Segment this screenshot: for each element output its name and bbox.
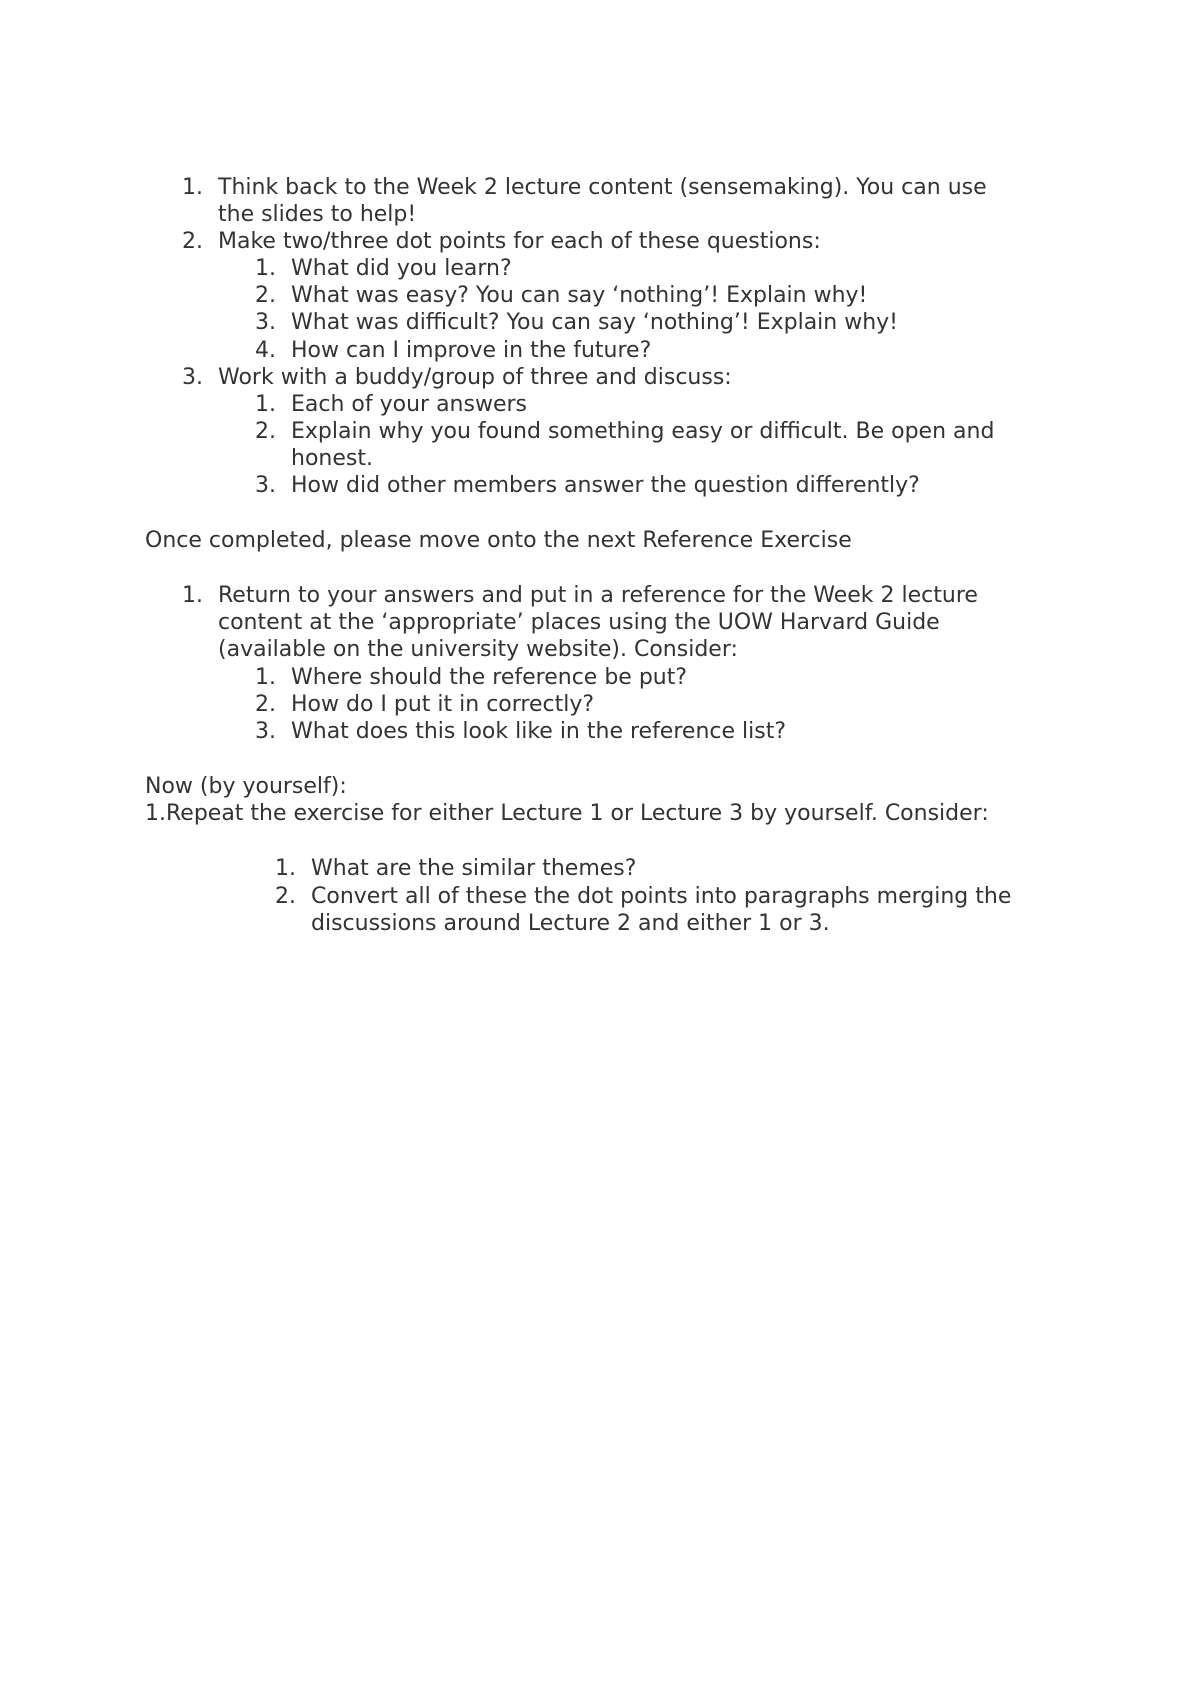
repeat-instruction: 1.Repeat the exercise for either Lecture 1 or Lecture 3 by yourself. Consider: xyxy=(145,801,989,826)
list-number: 2. xyxy=(275,884,296,909)
list-text: Work with a buddy/group of three and discuss: xyxy=(218,365,732,390)
sublist-number: 3. xyxy=(255,719,276,744)
list-text: the slides to help! xyxy=(218,202,417,227)
sublist-number: 2. xyxy=(255,692,276,717)
sublist-text: What was easy? You can say ‘nothing’! Explain why! xyxy=(291,283,868,308)
sublist-text: Explain why you found something easy or difficult. Be open and xyxy=(291,419,995,444)
list-text: Return to your answers and put in a reference for the Week 2 lecture xyxy=(218,583,978,608)
sublist-text: How do I put it in correctly? xyxy=(291,692,595,717)
list-number: 2. xyxy=(182,229,203,254)
sublist-text: What did you learn? xyxy=(291,256,512,281)
sublist-number: 2. xyxy=(255,419,276,444)
list-text: Think back to the Week 2 lecture content (sensemaking). You can use xyxy=(218,175,987,200)
section-heading: Now (by yourself): xyxy=(145,774,347,799)
transition-paragraph: Once completed, please move onto the next Reference Exercise xyxy=(145,528,852,553)
sublist-text: How can I improve in the future? xyxy=(291,338,652,363)
sublist-text: Each of your answers xyxy=(291,392,527,417)
list-number: 1. xyxy=(182,175,203,200)
list-text: discussions around Lecture 2 and either 1 or 3. xyxy=(311,911,830,936)
list-number: 1. xyxy=(182,583,203,608)
sublist-text: How did other members answer the question differently? xyxy=(291,473,920,498)
sublist-text: What does this look like in the reference list? xyxy=(291,719,786,744)
sublist-text: honest. xyxy=(291,446,373,471)
sublist-text: Where should the reference be put? xyxy=(291,665,688,690)
list-text: What are the similar themes? xyxy=(311,856,637,881)
sublist-number: 1. xyxy=(255,256,276,281)
sublist-number: 3. xyxy=(255,473,276,498)
sublist-number: 4. xyxy=(255,338,276,363)
sublist-number: 1. xyxy=(255,665,276,690)
sublist-number: 2. xyxy=(255,283,276,308)
list-text: Make two/three dot points for each of these questions: xyxy=(218,229,821,254)
list-text: content at the ‘appropriate’ places using the UOW Harvard Guide xyxy=(218,610,940,635)
sublist-number: 3. xyxy=(255,310,276,335)
sublist-text: What was difficult? You can say ‘nothing’! Explain why! xyxy=(291,310,898,335)
list-number: 1. xyxy=(275,856,296,881)
list-number: 3. xyxy=(182,365,203,390)
sublist-number: 1. xyxy=(255,392,276,417)
list-text: (available on the university website). Consider: xyxy=(218,637,738,662)
list-text: Convert all of these the dot points into paragraphs merging the xyxy=(311,884,1012,909)
